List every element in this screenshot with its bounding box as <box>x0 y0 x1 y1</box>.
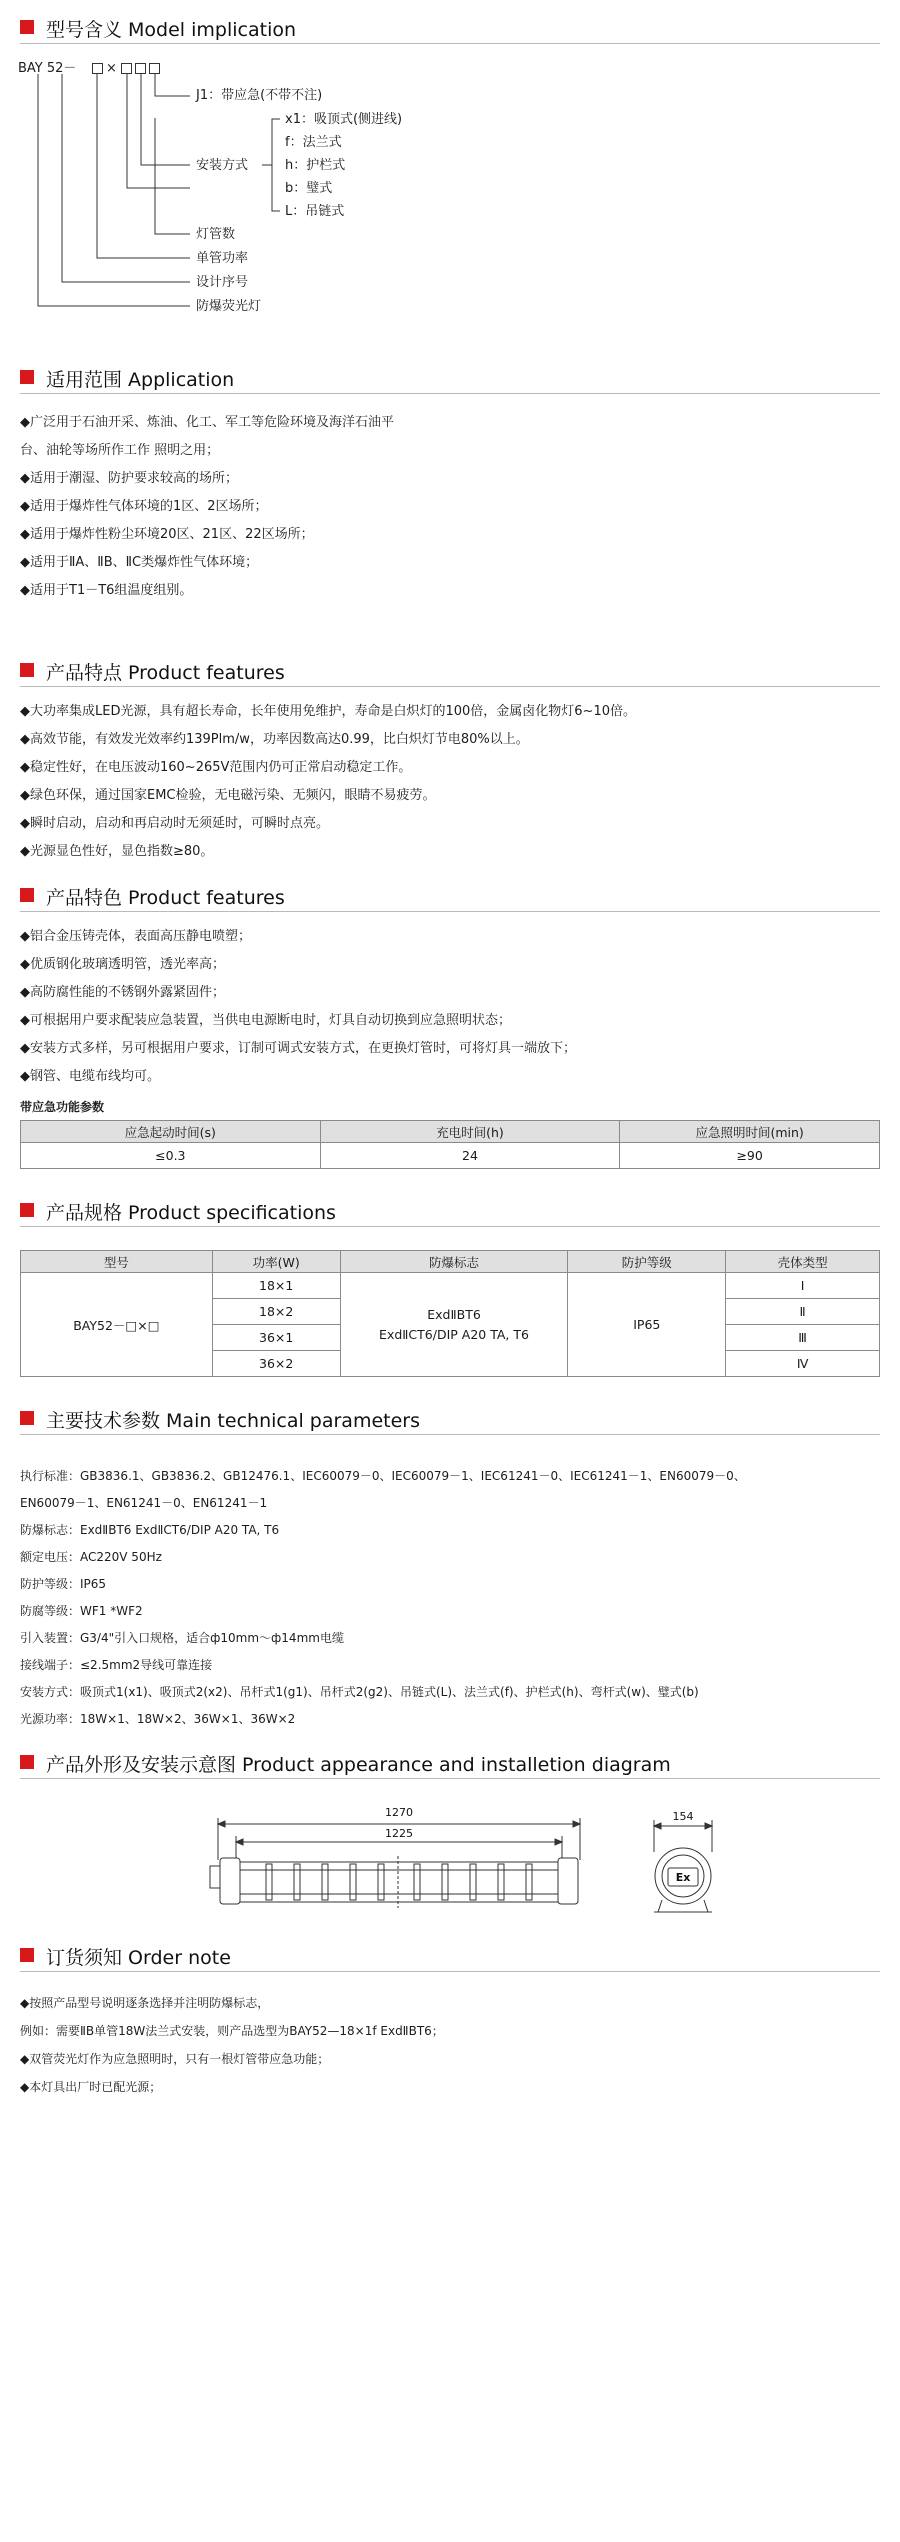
application-item: ◆广泛用于石油开采、炼油、化工、军工等危险环境及海洋石油平 <box>20 415 394 430</box>
tech-line: EN60079－1、EN61241－0、EN61241－1 <box>20 1496 268 1510</box>
section-installation-diagram <box>20 1747 880 1779</box>
mount-brace <box>0 0 300 230</box>
application-item: ◆适用于T1－T6组温度组别。 <box>20 583 193 598</box>
tech-line: 额定电压：AC220V 50Hz <box>20 1550 162 1564</box>
table-header-row <box>21 1121 880 1143</box>
table-cell: ≤0.3 <box>21 1143 321 1169</box>
section-marker <box>20 1203 34 1217</box>
mount-option: h：护栏式 <box>285 158 346 173</box>
emergency-params-table <box>20 1120 880 1169</box>
spec-power-cell: 18×1 <box>212 1273 340 1299</box>
model-tube-power: 单管功率 <box>196 251 249 266</box>
table-header-cell: 壳体类型 <box>726 1251 880 1273</box>
spec-housing-cell: Ⅱ <box>726 1299 880 1325</box>
feature-item: ◆绿色环保，通过国家EMC检验，无电磁污染、无频闪，眼睛不易疲劳。 <box>20 788 436 803</box>
table-header-cell: 防爆标志 <box>340 1251 568 1273</box>
application-item: ◆适用于ⅡA、ⅡB、ⅡC类爆炸性气体环境； <box>20 555 259 570</box>
table-header-cell: 应急起动时间(s) <box>21 1121 321 1143</box>
order-item: ◆双管荧光灯作为应急照明时，只有一根灯管带应急功能； <box>20 2052 330 2066</box>
table-header-cell: 防护等级 <box>568 1251 726 1273</box>
tech-line: 引入装置：G3/4"引入口规格，适合ф10mm～ф14mm电缆 <box>20 1631 344 1645</box>
table-cell: ≥90 <box>620 1143 880 1169</box>
section-specifications <box>20 1195 880 1227</box>
order-item: 例如：需要ⅡB单管18W法兰式安装，则产品选型为BAY52—18×1f ExdⅡBT6； <box>20 2024 444 2038</box>
section-marker <box>20 370 34 384</box>
feature-item: ◆高效节能，有效发光效率约139Plm/w，功率因数高达0.99，比白炽灯节电80%以上。 <box>20 732 529 747</box>
section-title: 型号含义 Model implication <box>46 19 297 41</box>
table-header-cell: 应急照明时间(min) <box>620 1121 880 1143</box>
table-cell: 24 <box>320 1143 620 1169</box>
section-title: 产品规格 Product specifications <box>46 1202 336 1224</box>
feature-item: ◆光源显色性好，显色指数≥80。 <box>20 844 214 859</box>
table-row <box>21 1273 880 1299</box>
feature-item: ◆大功率集成LED光源，具有超长寿命，长年使用免维护，寿命是白炽灯的100倍，金属卤化物灯6~10倍。 <box>20 704 636 719</box>
trait-item: ◆铝合金压铸壳体，表面高压静电喷塑； <box>20 929 251 944</box>
tech-line: 防腐等级：WF1 *WF2 <box>20 1604 143 1618</box>
spec-housing-cell: Ⅰ <box>726 1273 880 1299</box>
spec-housing-cell: Ⅲ <box>726 1325 880 1351</box>
model-product: 防爆荧光灯 <box>196 299 262 314</box>
spec-power-cell: 36×2 <box>212 1351 340 1377</box>
tech-line: 接线端子：≤2.5mm2导线可靠连接 <box>20 1658 213 1672</box>
table-row <box>21 1143 880 1169</box>
table-header-row <box>21 1251 880 1273</box>
tech-line: 安装方式：吸顶式1(x1)、吸顶式2(x2)、吊杆式1(g1)、吊杆式2(g2)、吊链式(L)、法兰式(f)、护栏式(h)、弯杆式(w)、璧式(b) <box>20 1685 699 1699</box>
dimension-inner: 1225 <box>385 1827 413 1840</box>
mount-option: f：法兰式 <box>285 135 342 150</box>
application-item: ◆适用于潮湿、防护要求较高的场所； <box>20 471 238 486</box>
section-marker <box>20 888 34 902</box>
order-item: ◆本灯具出厂时已配光源； <box>20 2080 162 2094</box>
emergency-params-title: 带应急功能参数 <box>20 1100 105 1114</box>
tech-line: 执行标准：GB3836.1、GB3836.2、GB12476.1、IEC60079－0、IEC60079－1、IEC61241－0、IEC61241－1、EN60079－0、 <box>20 1469 746 1483</box>
model-mount-label: 安装方式 <box>196 158 249 173</box>
feature-item: ◆稳定性好，在电压波动160~265V范围内仍可正常启动稳定工作。 <box>20 760 412 775</box>
feature-item: ◆瞬时启动，启动和再启动时无须延时，可瞬时点亮。 <box>20 816 329 831</box>
tech-line: 光源功率：18W×1、18W×2、36W×1、36W×2 <box>20 1712 296 1726</box>
model-code-prefix: BAY 52－ <box>18 61 77 76</box>
section-title: 适用范围 Application <box>46 369 235 391</box>
section-application <box>20 362 880 394</box>
spec-power-cell: 36×1 <box>212 1325 340 1351</box>
model-design-no: 设计序号 <box>196 275 249 290</box>
order-item: ◆按照产品型号说明逐条选择并注明防爆标志， <box>20 1996 270 2010</box>
section-marker <box>20 663 34 677</box>
section-technical-parameters <box>20 1403 880 1435</box>
section-title: 产品特点 Product features <box>46 662 285 684</box>
mount-option: L：吊链式 <box>285 204 345 219</box>
section-order-note <box>20 1940 880 1972</box>
table-header-cell: 充电时间(h) <box>320 1121 620 1143</box>
trait-item: ◆高防腐性能的不锈钢外露紧固件； <box>20 985 225 1000</box>
trait-item: ◆钢管、电缆布线均可。 <box>20 1069 160 1084</box>
section-title: 产品外形及安装示意图 Product appearance and installetion diagram <box>46 1754 671 1776</box>
spec-model-cell: BAY52－□×□ <box>21 1273 213 1377</box>
spec-ex-cell <box>340 1273 568 1377</box>
dimension-width: 154 <box>672 1812 694 1823</box>
model-tube-count: 灯管数 <box>196 227 236 242</box>
section-title: 产品特色 Product features <box>46 887 285 909</box>
table-header-cell: 型号 <box>21 1251 213 1273</box>
spec-ip-cell: IP65 <box>568 1273 726 1377</box>
application-item: ◆适用于爆炸性粉尘环境20区、21区、22区场所； <box>20 527 314 542</box>
mount-option: x1：吸顶式(侧进线) <box>285 112 403 127</box>
dimension-total: 1270 <box>385 1806 413 1819</box>
fixture-end-view-drawing <box>640 1812 730 1932</box>
table-header-cell: 功率(W) <box>212 1251 340 1273</box>
trait-item: ◆优质钢化玻璃透明管，透光率高； <box>20 957 225 972</box>
section-marker <box>20 1755 34 1769</box>
spec-ex-line: ExdⅡBT6 <box>427 1306 481 1322</box>
section-product-features <box>20 655 880 687</box>
application-item: 台、油轮等场所作工作 照明之用； <box>20 443 220 458</box>
mount-option: b：璧式 <box>285 181 333 196</box>
application-item: ◆适用于爆炸性气体环境的1区、2区场所； <box>20 499 268 514</box>
trait-item: ◆可根据用户要求配装应急装置，当供电电源断电时，灯具自动切换到应急照明状态； <box>20 1013 511 1028</box>
tech-line: 防爆标志：ExdⅡBT6 ExdⅡCT6/DIP A20 TA, T6 <box>20 1523 280 1537</box>
model-j1: J1：带应急(不带不注) <box>196 88 323 103</box>
section-marker <box>20 1948 34 1962</box>
spec-ex-line: ExdⅡCT6/DIP A20 TA, T6 <box>379 1326 529 1342</box>
section-product-traits <box>20 880 880 912</box>
section-marker <box>20 1411 34 1425</box>
specifications-table <box>20 1250 880 1377</box>
tech-line: 防护等级：IP65 <box>20 1577 107 1591</box>
model-code-x: × <box>106 61 117 76</box>
trait-item: ◆安装方式多样，另可根据用户要求，订制可调式安装方式，在更换灯管时，可将灯具一端放下； <box>20 1041 576 1056</box>
ex-mark-label: Ex <box>675 1871 691 1884</box>
spec-housing-cell: Ⅳ <box>726 1351 880 1377</box>
section-title: 主要技术参数 Main technical parameters <box>46 1410 420 1432</box>
spec-power-cell: 18×2 <box>212 1299 340 1325</box>
section-title: 订货须知 Order note <box>46 1947 231 1969</box>
fixture-side-view-drawing <box>200 1800 620 1930</box>
